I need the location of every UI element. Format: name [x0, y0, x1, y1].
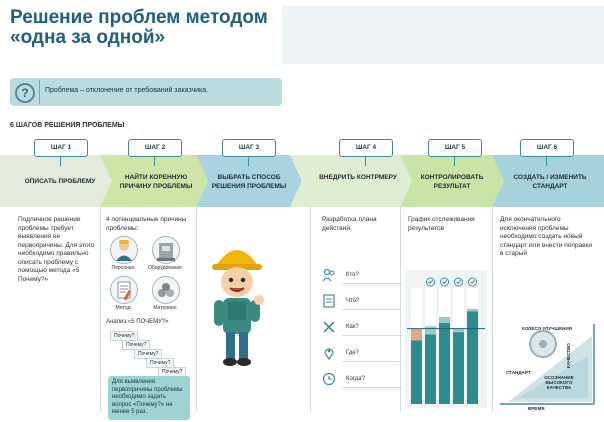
- why-bubble-5: Почему?: [158, 367, 186, 377]
- when-label: Когда?: [346, 376, 365, 382]
- cause-label-personnel: Персонал: [111, 265, 135, 271]
- step-3-head: ШАГ 3: [222, 139, 276, 157]
- chart-bar-5: [467, 311, 478, 404]
- tracking-chart-svg: [405, 270, 487, 408]
- what-row: [322, 294, 402, 310]
- time-axis-label: ВРЕМЯ: [528, 406, 545, 411]
- step-6-title: СОЗДАТЬ / ИЗМЕНИТЬ СТАНДАРТ: [513, 174, 587, 190]
- column-divider-2: [196, 207, 197, 412]
- chart-check-5: [469, 278, 477, 286]
- step-2-stem: [154, 156, 155, 166]
- header-band: [282, 6, 604, 64]
- cause-label-equipment: Оборудование: [147, 265, 182, 271]
- tracking-chart: [405, 270, 487, 413]
- step-5-title: КОНТРОЛИРОВАТЬ РЕЗУЛЬТАТ: [420, 174, 484, 190]
- cause-label-method: Метод: [115, 305, 131, 311]
- chart-bar-deviation-2: [425, 326, 436, 334]
- person-icon: [110, 236, 138, 264]
- question-icon: ?: [15, 83, 35, 103]
- step-4-stem: [365, 156, 366, 166]
- how-label: Как?: [346, 324, 359, 330]
- where-row: [322, 346, 402, 362]
- action-plan-intro: Разработка плана действий:: [322, 216, 377, 232]
- clock-icon: [322, 372, 336, 386]
- chart-bar-4: [453, 332, 464, 404]
- chart-bar-deviation-1: [411, 329, 422, 341]
- standard-label: СТАНДАРТ: [506, 370, 531, 375]
- who-row: [322, 268, 402, 284]
- steps-heading: 6 ШАГОВ РЕШЕНИЯ ПРОБЛЕМЫ: [10, 122, 125, 129]
- awareness-label: ОСОЗНАНИЕ ВЫСОКОГО КАЧЕСТВА: [544, 375, 574, 390]
- step-6-stem: [546, 156, 547, 166]
- chart-bar-deviation-3: [439, 317, 450, 323]
- title-line-2: «одна за одной»: [10, 27, 166, 48]
- page-title: [10, 8, 270, 48]
- location-icon: [322, 346, 336, 360]
- step-2-head: ШАГ 2: [128, 139, 182, 157]
- five-whys-heading: Анализ «5 ПОЧЕМУ?»: [106, 319, 169, 325]
- people-icon: [322, 268, 336, 282]
- title-line-1: Решение проблем методом: [10, 7, 268, 28]
- when-underline: [342, 387, 402, 388]
- chart-check-3: [441, 278, 449, 286]
- step-1-stem: [60, 156, 61, 166]
- tools-icon: [322, 320, 336, 334]
- causes-intro: 4 потенциальные причины проблемы:: [106, 216, 187, 232]
- step-1-title: ОПИСАТЬ ПРОБЛЕМУ: [24, 178, 96, 185]
- step-6-head: ШАГ 6: [520, 139, 574, 157]
- why-bubble-4: Почему?: [146, 358, 174, 368]
- step-5-stem: [454, 156, 455, 166]
- column-divider-3: [310, 207, 311, 412]
- who-label: Кто?: [346, 272, 359, 278]
- what-label: Что?: [346, 298, 360, 304]
- step-3-title: ВЫБРАТЬ СПОСОБ РЕШЕНИЯ ПРОБЛЕМЫ: [211, 174, 287, 190]
- method-icon: [110, 276, 138, 304]
- step-1-head: ШАГ 1: [34, 139, 88, 157]
- tracking-intro: График отслеживания результатов: [408, 216, 475, 232]
- step-4-title: ВНЕДРИТЬ КОНТРМЕРУ: [319, 174, 397, 181]
- definition-text: Проблема – отклонение от требований заказчика.: [45, 87, 209, 94]
- material-icon: [152, 276, 180, 304]
- chart-bar-deviation-5: [467, 309, 478, 311]
- standard-description: Для окончательного исключения проблемы необходимо создать новый стандарт или внести поправки в старый: [500, 216, 593, 257]
- why-bubble-3: Почему?: [134, 349, 162, 359]
- worker-illustration: [206, 238, 268, 368]
- step-3-stem: [248, 156, 249, 166]
- equipment-icon: [152, 236, 180, 264]
- where-label: Где?: [346, 350, 360, 356]
- quality-axis-label: КАЧЕСТВО: [566, 343, 571, 368]
- who-underline: [342, 283, 402, 284]
- step-5-head: ШАГ 5: [428, 139, 482, 157]
- where-underline: [342, 361, 402, 362]
- chart-bar-2: [425, 334, 436, 404]
- improvement-diagram: [498, 316, 598, 417]
- step-2-title: НАЙТИ КОРЕННУЮ ПРИЧИНУ ПРОБЛЕМЫ: [119, 174, 193, 190]
- step-1-description: Подлинное решение проблемы требует выявления ее первопричины. Для этого необходимо правильно описать проблему с помощью метода «5 Почему?»: [18, 216, 95, 283]
- why-bubble-2: Почему?: [122, 340, 150, 350]
- column-divider-1: [100, 207, 101, 412]
- how-underline: [342, 335, 402, 336]
- when-row: [322, 372, 402, 388]
- chart-bar-1: [411, 340, 422, 404]
- chart-bar-deviation-4: [453, 329, 464, 332]
- list-icon: [322, 294, 336, 308]
- chart-check-4: [455, 278, 463, 286]
- cause-label-material: Материал: [153, 305, 177, 311]
- what-underline: [342, 309, 402, 310]
- wheel-label: КОЛЕСО УЛУЧШЕНИЯ: [521, 326, 573, 331]
- step-4-head: ШАГ 4: [339, 139, 393, 157]
- five-whys-callout: Для выявления первопричины проблемы необходимо задать вопрос «Почему?» не менее 5 раз.: [108, 376, 190, 420]
- chart-check-2: [427, 278, 435, 286]
- why-bubble-1: Почему?: [110, 331, 138, 341]
- definition-divider: [39, 80, 40, 104]
- chart-bar-3: [439, 323, 450, 404]
- how-row: [322, 320, 402, 336]
- column-divider-5: [492, 207, 493, 412]
